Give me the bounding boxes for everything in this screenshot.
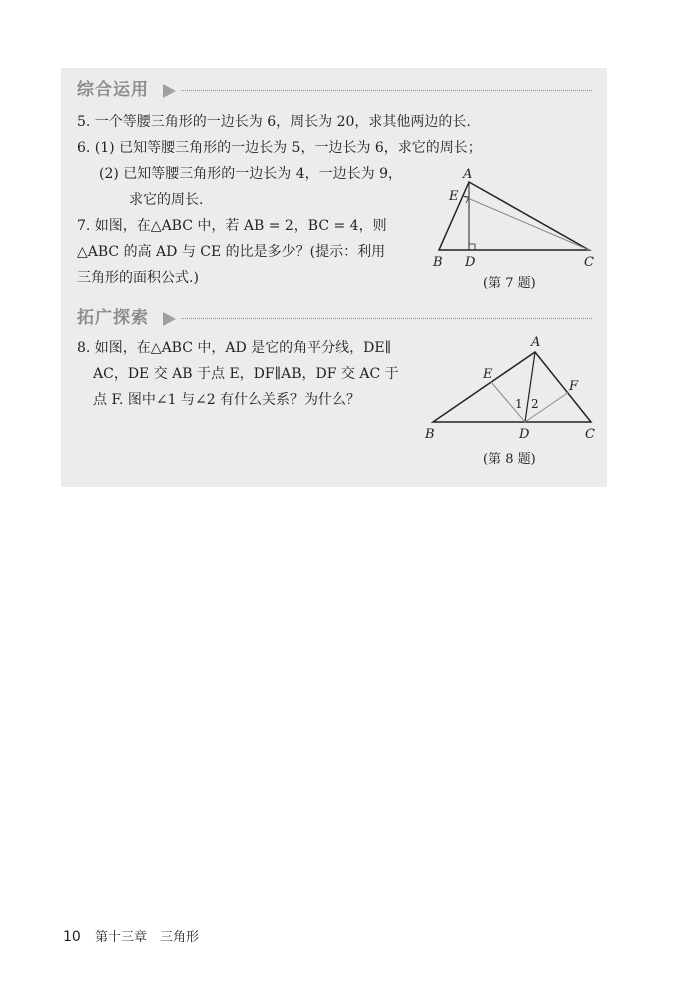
fig8-label-F: F (569, 379, 579, 394)
section-title: 综合运用 (77, 80, 149, 100)
figure-8-caption: (第 8 题) (483, 452, 536, 467)
problem-6-part-2-cont: 求它的周长. (129, 192, 204, 208)
fig8-label-C: C (585, 427, 595, 442)
figure-7-caption: (第 7 题) (483, 276, 536, 291)
problem-7-line-1: 7. 如图，在△ABC 中，若 AB = 2，BC = 4，则 (77, 218, 387, 234)
fig7-label-C: C (584, 255, 594, 270)
dotted-rule (181, 318, 592, 319)
section-header-explore (77, 306, 592, 330)
section-header-comprehensive (77, 78, 592, 102)
fig8-angle-2: 2 (531, 397, 539, 411)
fig8-label-E: E (483, 367, 493, 382)
page-footer (63, 926, 199, 945)
problem-8-line-3: 点 F. 图中∠1 与∠2 有什么关系？为什么？ (93, 392, 361, 408)
problem-8-line-1: 8. 如图，在△ABC 中，AD 是它的角平分线，DE∥ (77, 340, 392, 356)
fig8-label-D: D (519, 427, 530, 442)
chapter-title: 第十三章 三角形 (94, 930, 199, 945)
triangle-arrow-icon (163, 312, 176, 326)
fig7-label-D: D (465, 255, 476, 270)
fig8-label-B: B (425, 427, 435, 442)
triangle-arrow-icon (163, 84, 176, 98)
fig7-label-E: E (449, 189, 459, 204)
problem-6-part-2: (2) 已知等腰三角形的一边长为 4，一边长为 9， (99, 166, 402, 182)
dotted-rule (181, 90, 592, 91)
fig8-label-A: A (531, 335, 541, 350)
problem-8-line-2: AC，DE 交 AB 于点 E，DF∥AB，DF 交 AC 于 (93, 366, 399, 382)
section-title: 拓广探索 (77, 308, 149, 328)
problem-5: 5. 一个等腰三角形的一边长为 6，周长为 20，求其他两边的长. (77, 114, 471, 130)
problem-7-line-3: 三角形的面积公式.) (77, 270, 199, 286)
figure-7-triangle (429, 167, 599, 270)
fig7-label-B: B (433, 255, 443, 270)
figure-8-triangle (423, 335, 603, 442)
problem-6-part-1: 6. (1) 已知等腰三角形的一边长为 5，一边长为 6，求它的周长； (77, 140, 482, 156)
fig8-angle-1: 1 (515, 397, 523, 411)
fig7-label-A: A (463, 167, 473, 182)
page-number: 10 (63, 929, 81, 945)
problem-7-line-2: △ABC 的高 AD 与 CE 的比是多少？(提示：利用 (77, 244, 386, 260)
exercise-panel (61, 68, 607, 487)
